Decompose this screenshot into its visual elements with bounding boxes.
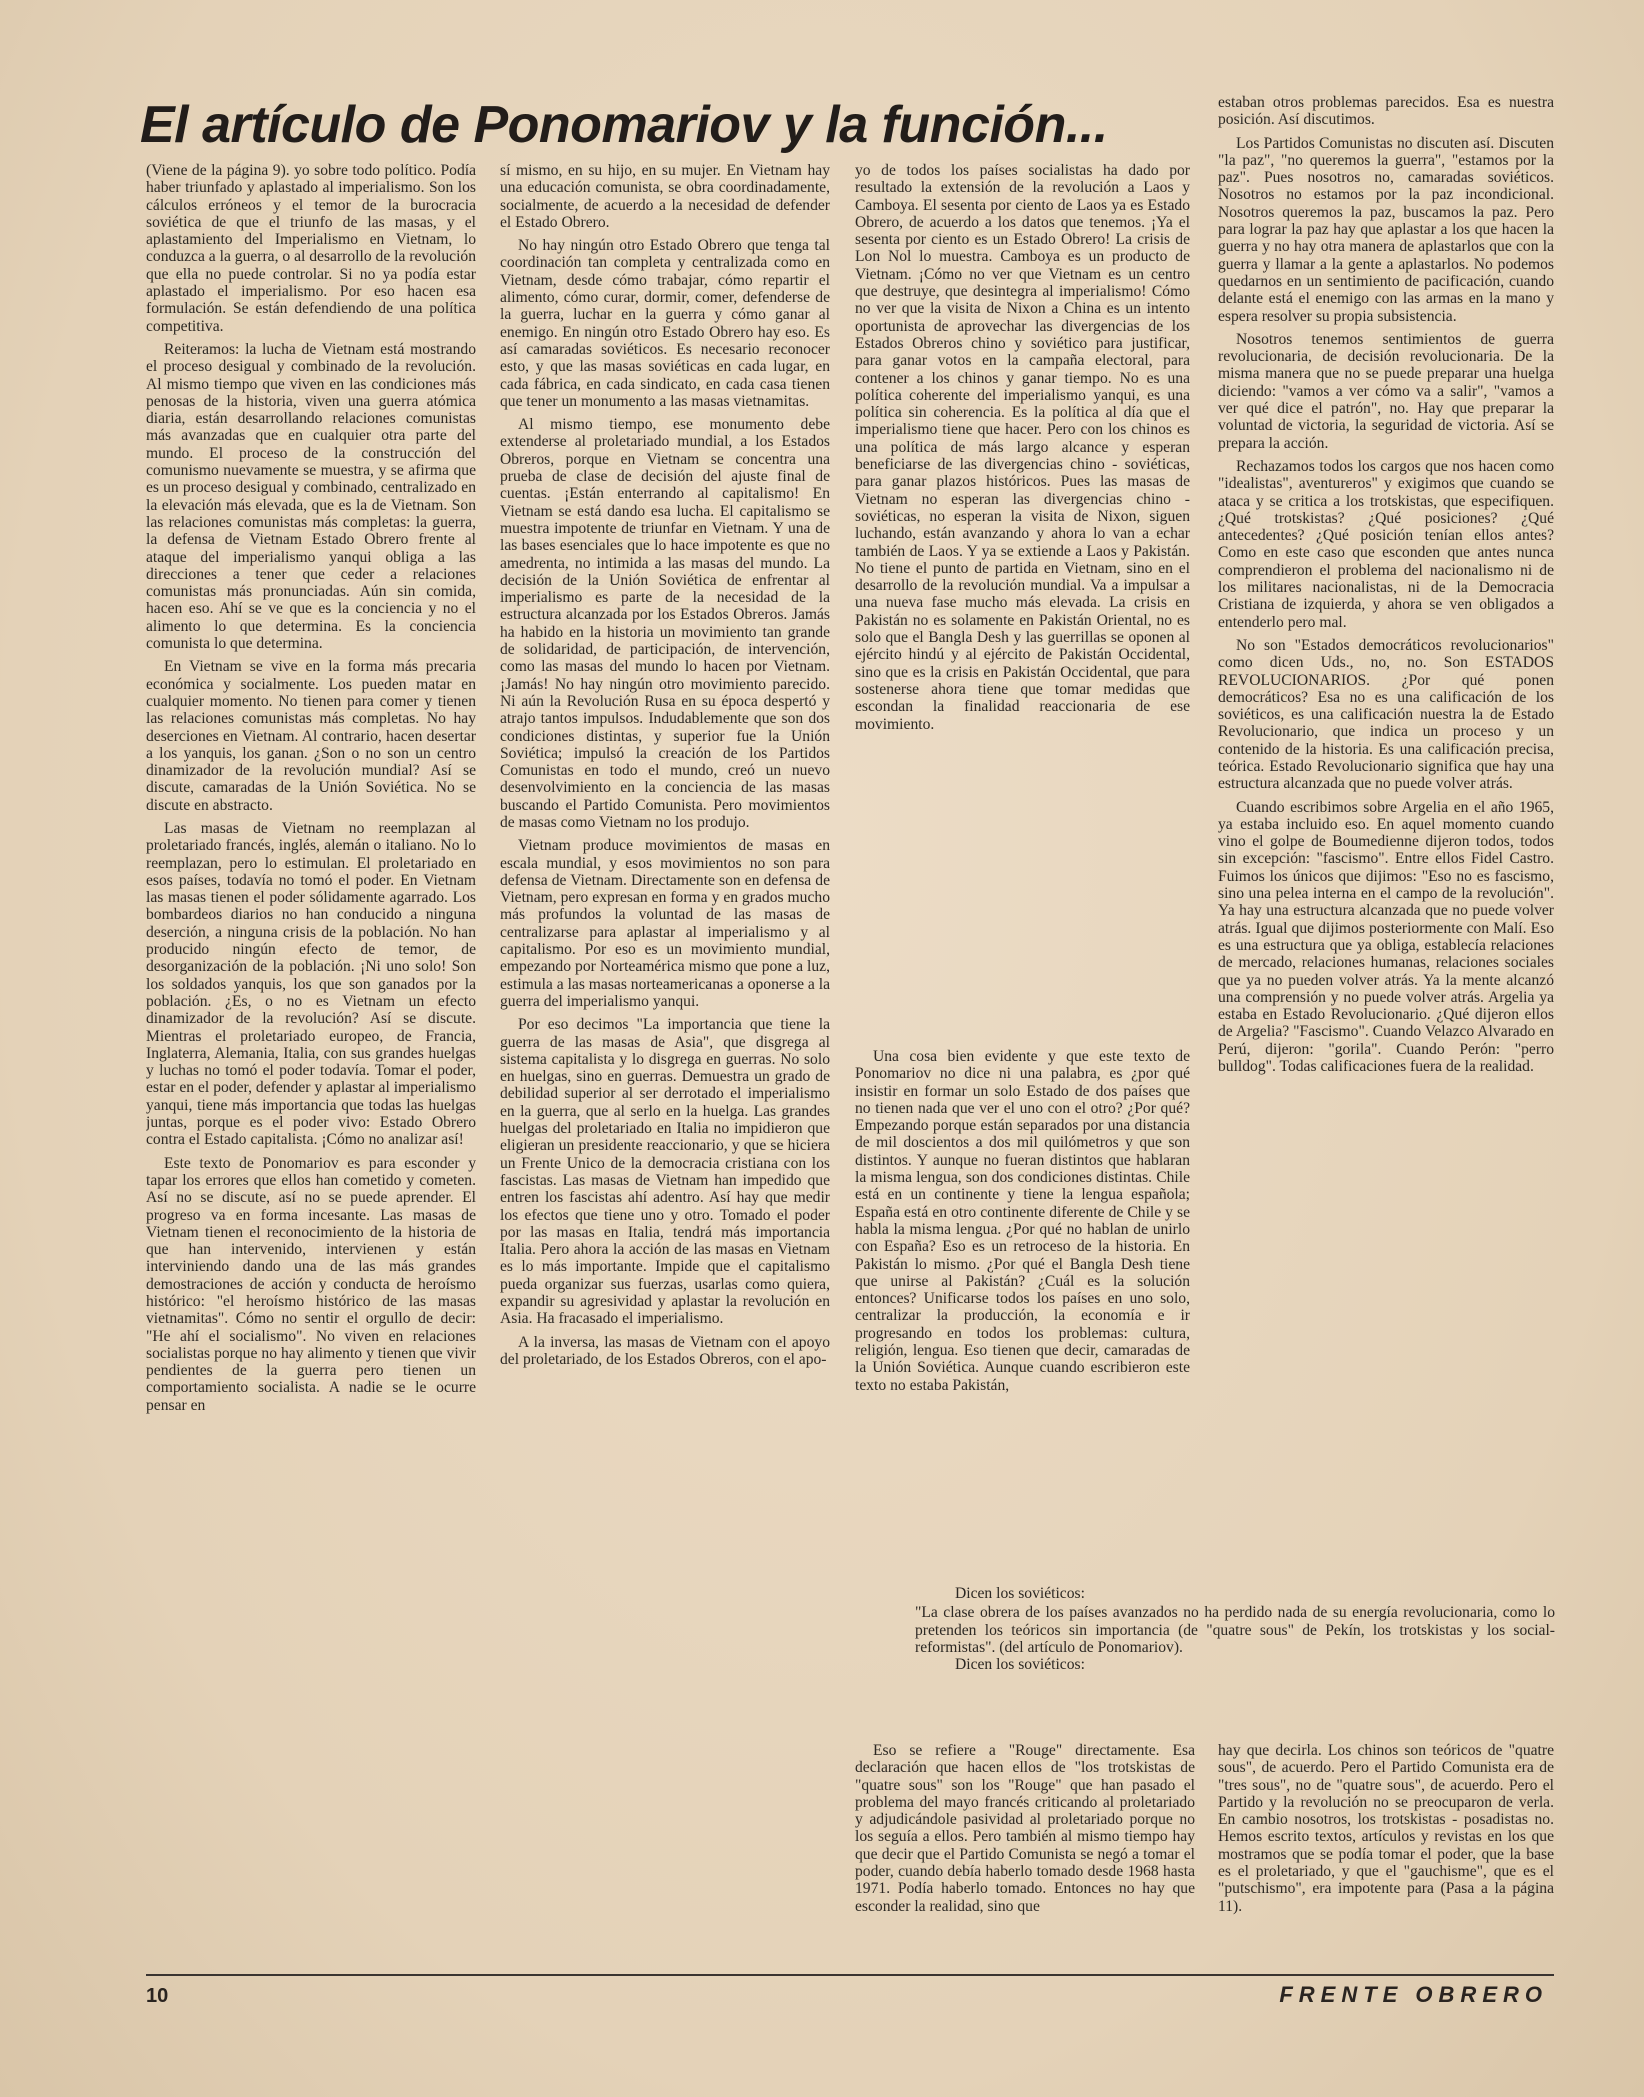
paragraph: Rechazamos todos los cargos que nos hacen como "idealistas", aventureros" y exigimos que cuando se ataca y se critica a los trotskistas, que especifiquen. ¿Qué trotskistas? ¿Qué posiciones? ¿Qué antecedentes? ¿Qué posición tenían ellos antes? Como en este caso que esconden que antes nunca comprendieron el problema del nacionalismo ni de los militares nacionalistas, ni de la Democracia Cristiana de izquierda, y ahora se ven obligados a entenderlo pero mal. [1218, 457, 1554, 631]
paragraph: estaban otros problemas parecidos. Esa es nuestra posición. Así discutimos. [1218, 94, 1554, 129]
paragraph: Los Partidos Comunistas no discuten así. Discuten "la paz", "no queremos la guerra", "estamos por la paz". Pues nosotros no, camaradas soviéticos. Nosotros no estamos por la paz incondicional. Nosotros queremos la paz, buscamos la paz. Pero para lograr la paz hay que aplastar a los que hacen la guerra y no hay otra manera de aplastarlos que con la guerra y llamar a la gente a aplastarlos. No podemos quedarnos en un sentimiento de pacificación, cuando delante está el enemigo con las armas en la mano y espera resolver su propia subsistencia. [1218, 134, 1554, 325]
paragraph: A la inversa, las masas de Vietnam con el apoyo del proletariado, de los Estados Obreros, con el apo- [500, 1333, 830, 1368]
footer-rule [146, 1974, 1554, 1976]
paragraph: Nosotros tenemos sentimientos de guerra revolucionaria, de decisión revolucionaria. De la misma manera que no se puede preparar una huelga diciendo: "vamos a ver cómo va a salir", "vamos a ver qué dice el patrón", no. Hay que preparar la voluntad de victoria, la seguridad de victoria. Así se prepara la acción. [1218, 330, 1554, 452]
column-4 [1218, 94, 1554, 1534]
quote-body: "La clase obrera de los países avanzados no ha perdido nada de su energía revolucionaria, como lo pretenden los teóricos sin importancia (de "quatre sous" de Pekín, los trotskistas y los social-reformistas". (del artículo de Ponomariov). [915, 1604, 1555, 1656]
column-5 [855, 1742, 1195, 1957]
headline: El artículo de Ponomariov y la función... [140, 96, 1108, 154]
page-number: 10 [146, 1985, 169, 2007]
quote-outro: Dicen los soviéticos: [955, 1656, 1085, 1674]
publication-name: FRENTE OBRERO [1279, 1982, 1548, 2007]
column-1 [146, 162, 476, 1957]
paragraph: Por eso decimos "La importancia que tiene la guerra de las masas de Asia", que disgrega al sistema capitalista y lo disgrega en guerras. No solo en huelgas, sino en guerras. Demuestra un grado de debilidad superior al ser derrotado el imperialismo en la guerra, que al serlo en la huelga. Las grandes huelgas del proletariado en Italia no impidieron que eligieran un presidente reaccionario, y que se hiciera un Frente Unico de la democracia cristiana con los fascistas. Las masas de Vietnam han impedido que entren los fascistas ahí adentro. Así hay que medir los efectos que tiene uno y otro. Tomado el poder por las masas en Italia, tendrá más importancia Italia. Pero ahora la acción de las masas en Vietnam es lo más importante. Impide que el capitalismo pueda organizar sus fuerzas, usarlas como quiera, expandir su agresividad y aplastar la revolución en Asia. Ha fracasado el imperialismo. [500, 1016, 830, 1328]
column-3-lower [855, 1048, 1190, 1533]
paragraph: No son "Estados democráticos revolucionarios" como dicen Uds., no, no. Son ESTADOS REVOLUCIONARIOS. ¿Por qué ponen democráticos? Esa no es una calificación de los soviéticos, es una calificación nuestra la de Estado Revolucionario, que indica un proceso y un contenido de la historia. Es una calificación precisa, teórica. Estado Revolucionario significa que hay una estructura alcanzada que no puede volver atrás. [1218, 636, 1554, 793]
column-3 [855, 162, 1190, 1042]
paragraph: Al mismo tiempo, ese monumento debe extenderse al proletariado mundial, a los Estados Obreros, porque en Vietnam se concentra una prueba de clase de decisión del ajuste final de cuentas. ¡Están enterrando al capitalismo! En Vietnam se está dando esa lucha. El capitalismo se muestra impotente de triunfar en Vietnam. Y una de las bases esenciales que lo hace impotente es que no amedrenta, no intimida a las masas del mundo. La decisión de la Unión Soviética de enfrentar al imperialismo es parte de la necesidad de la estructura alcanzada por los Estados Obreros. Jamás ha habido en la historia un movimiento tan grande de solidaridad, de participación, de intervención, como las masas del mundo lo hacen por Vietnam. ¡Jamás! No hay ningún otro movimiento parecido. Ni aún la Revolución Rusa en su época despertó y atrajo tantos impulsos. Indudablemente que son dos condiciones distintas, y superior fue la Unión Soviética; impulsó la creación de los Partidos Comunistas en todo el mundo, creó un nuevo desenvolvimiento en la conciencia de las masas buscando el Partido Comunista. Pero movimientos de masas como Vietnam no los produjo. [500, 416, 830, 831]
paragraph: hay que decirla. Los chinos son teóricos de "quatre sous", de acuerdo. Pero el Partido Comunista era de "tres sous", no de "quatre sous", de acuerdo. Pero el Partido y la revolución no se preocuparon de verla. En cambio nosotros, los trotskistas - posadistas no. Hemos escrito textos, artículos y revistas en los que mostramos que se podía tomar el poder, que la base es el proletariado, y que el "gauchisme", que es el "putschismo", era impotente para (Pasa a la página 11). [1218, 1742, 1554, 1915]
paragraph: En Vietnam se vive en la forma más precaria económica y socialmente. Los pueden matar en cualquier momento. No tienen para comer y tienen las relaciones comunistas más completas. No hay deserciones en Vietnam. Al contrario, hacen desertar a los yanquis, los ganan. ¿Son o no son un centro dinamizador de la revolución mundial? Así se discute, camaradas de la Unión Soviética. No se discute en abstracto. [146, 658, 476, 814]
paragraph: Este texto de Ponomariov es para esconder y tapar los errores que ellos han cometido y cometen. Así no se discute, así no se puede aprender. El progreso va en forma incesante. Las masas de Vietnam tienen el reconocimiento de la historia de que han intervenido, intervienen y están interviniendo dando una de las más grandes demostraciones de acción y conducta de heroísmo histórico: "el heroísmo histórico de las masas vietnamitas". Cómo no sentir el orgullo de decir: "He ahí el socialismo". No viven en relaciones socialistas porque no hay alimento y tienen que vivir pendientes de la guerra pero tienen un comportamiento socialista. A nadie se le ocurre pensar en [146, 1154, 476, 1414]
column-2 [500, 162, 830, 1957]
paragraph: Las masas de Vietnam no reemplazan al proletariado francés, inglés, alemán o italiano. No lo reemplazan, pero lo estimulan. El proletariado en esos países, todavía no tomó el poder. En Vietnam las masas tienen el poder sólidamente agarrado. Los bombardeos diarios no han conducido a ninguna deserción, a ninguna crisis de la población. No han producido ningún efecto de temor, de desorganización de la población. ¡Ni uno solo! Son los soldados yanquis, los que son ganados por la población. ¿Es, o no es Vietnam un efecto dinamizador de la revolución? Así se discute. Mientras el proletariado europeo, de Francia, Inglaterra, Alemania, Italia, con sus grandes huelgas y luchas no tomó el poder todavía. Tomar el poder, estar en el poder, defender y aplastar al imperialismo yanqui, tiene más importancia que todas las huelgas juntas, porque es el poder vivo: Estado Obrero contra el Estado capitalista. ¡Cómo no analizar así! [146, 819, 476, 1149]
paragraph: (Viene de la página 9). yo sobre todo político. Podía haber triunfado y aplastado al imperialismo. Son los cálculos erróneos y el temor de la burocracia soviética de que el triunfo de las masas, y el aplastamiento del Imperialismo en Vietnam, lo conduzca a la guerra, o al desarrollo de la revolución que ella no puede controlar. Si no ya podía estar aplastado el imperialismo. Por eso hacen esa formulación. Se están defendiendo de una política competitiva. [146, 162, 476, 335]
paragraph: yo de todos los países socialistas ha dado por resultado la extensión de la revolución a Laos y Camboya. El sesenta por ciento de Laos ya es Estado Obrero, de acuerdo a los datos que tenemos. ¡Ya el sesenta por ciento es un Estado Obrero! La crisis de Lon Nol lo muestra. Camboya es un producto de Vietnam. ¡Cómo no ver que Vietnam es un centro que destruye, que desintegra al imperialismo! Cómo no ver que la visita de Nixon a China es un intento oportunista de aprovechar las divergencias de los Estados Obreros chino y soviético para justificar, para ganar votos en la campaña electoral, para contener a los chinos y ganar tiempo. No es una política coherente del imperialismo yanqui, es una política sin coherencia. Es la política al día que el imperialismo tiene que hacer. Pero con los chinos es una política de más largo alcance y esperan beneficiarse de las divergencias chino - soviéticas, para ganar plazos históricos. Pues las masas de Vietnam no esperan las divergencias chino - soviéticas, no esperan la visita de Nixon, siguen luchando, están avanzando y ahora lo van a echar también de Laos. Y ya se extiende a Laos y Pakistán. No tiene el punto de partida en Vietnam, sino en el desarrollo de la revolución mundial. Va a impulsar a una nueva fase mucho más elevada. La crisis en Pakistán no es solamente en Pakistán Oriental, no es solo que el Bangla Desh y las guerrillas se oponen al ejército hindú y al ejército de Pakistán Occidental, sino que es la crisis en Pakistán Occidental, que para sostenerse ahora tiene que tomar medidas que escondan la finalidad reaccionaria de ese movimiento. [855, 162, 1190, 733]
paragraph: sí mismo, en su hijo, en su mujer. En Vietnam hay una educación comunista, se obra coordinadamente, socialmente, de acuerdo a la necesidad de defender el Estado Obrero. [500, 162, 830, 231]
paragraph: Eso se refiere a "Rouge" directamente. Esa declaración que hacen ellos de "los trotskistas de "quatre sous" son los "Rouge" que han pasado el problema del mayo francés criticando al proletariado y adjudicándole pasividad al proletariado porque no los seguía a ellos. Pero también al mismo tiempo hay que decir que el Partido Comunista se negó a tomar el poder, cuando debía haberlo tomado desde 1968 hasta 1971. Podía haberlo tomado. Entonces no hay que esconder la realidad, sino que [855, 1742, 1195, 1915]
paragraph: Reiteramos: la lucha de Vietnam está mostrando el proceso desigual y combinado de la revolución. Al mismo tiempo que viven en las condiciones más penosas de la historia, viven una guerra atómica diaria, están desarrollando relaciones comunistas más avanzadas que en cualquier otra parte del mundo. El proceso de la construcción del comunismo nuevamente se muestra, y se afirma que es un proceso desigual y combinado, centralizado en la elevación más elevada, que es la de Vietnam. Son las relaciones comunistas más completas: la guerra, la defensa de Vietnam Estado Obrero frente al ataque del imperialismo yanqui obliga a las direcciones a tener que ceder a relaciones comunistas más pronunciadas. Aún sin comida, hacen eso. Ahí se ve que es la conciencia y no el alimento lo que determina. Es la conciencia comunista lo que determina. [146, 340, 476, 653]
quote-intro: Dicen los soviéticos: [955, 1585, 1085, 1602]
paragraph: Vietnam produce movimientos de masas en escala mundial, y esos movimientos no son para defensa de Vietnam. Directamente son en defensa de Vietnam, pero expresan en forma y en grados mucho más profundos la voluntad de las masas de centralizarse para aplastar al imperialismo y al capitalismo. Por eso es un movimiento mundial, empezando por Norteamérica mismo que pone a luz, estimula a las masas norteamericanas a oponerse a la guerra del imperialismo yanqui. [500, 837, 830, 1010]
paragraph: Una cosa bien evidente y que este texto de Ponomariov no dice ni una palabra, es ¿por qué insistir en formar un solo Estado de dos países que no tienen nada que ver el uno con el otro? ¿Por qué? Empezando porque están separados por una distancia de mil doscientos a dos mil quilómetros y que son distintos. Y aunque no fueran distintos que hablaran la misma lengua, son dos condiciones distintas. Chile está en un continente y tiene la lengua española; España está en otro continente diferente de Chile y se habla la misma lengua. ¿Por qué no hablan de unirlo con España? Eso es un retroceso de la historia. En Pakistán lo mismo. ¿Por qué el Bangla Desh tiene que unirse al Pakistán? ¿Cuál es la solución entonces? Unificarse todos los países en uno solo, centralizar la producción, la economía e ir progresando en todos los problemas: cultura, religión, lengua. Eso tienen que decir, camaradas de la Unión Soviética. Aunque cuando escribieron este texto no estaba Pakistán, [855, 1048, 1190, 1394]
column-6 [1218, 1742, 1554, 1957]
quote-block [915, 1585, 1555, 1705]
paragraph: Cuando escribimos sobre Argelia en el año 1965, ya estaba incluido eso. En aquel momento cuando vino el golpe de Boumedienne dijeron todos, todos sin excepción: "fascismo". Entre ellos Fidel Castro. Fuimos los únicos que dijimos: "Eso no es fascismo, sino una pelea interna en el campo de la revolución". Ya hay una estructura alcanzada que no puede volver atrás. Igual que dijimos posteriormente con Malí. Eso es una estructura que ya obliga, establecía relaciones de mercado, relaciones humanas, relaciones sociales que ya no pueden volver atrás. Ya la mente alcanzó una comprensión y no puede volver atrás. Argelia ya estaba en Estado Revolucionario. ¿Qué dijeron ellos de Argelia? "Fascismo". Cuando Velazco Alvarado en Perú, dijeron: "gorila". Cuando Perón: "perro bulldog". Todas calificaciones fuera de la realidad. [1218, 798, 1554, 1076]
paragraph: No hay ningún otro Estado Obrero que tenga tal coordinación tan completa y centralizada como en Vietnam, desde cómo trabajar, cómo repartir el alimento, cómo curar, dormir, comer, defenderse de la guerra, luchar en la guerra y cómo ganar al enemigo. En ningún otro Estado Obrero hay eso. Es así camaradas soviéticos. Es necesario reconocer esto, y que las masas soviéticas en cada lugar, en cada fábrica, en cada sindicato, en cada casa tienen que tener un monumento a las masas vietnamitas. [500, 237, 830, 410]
